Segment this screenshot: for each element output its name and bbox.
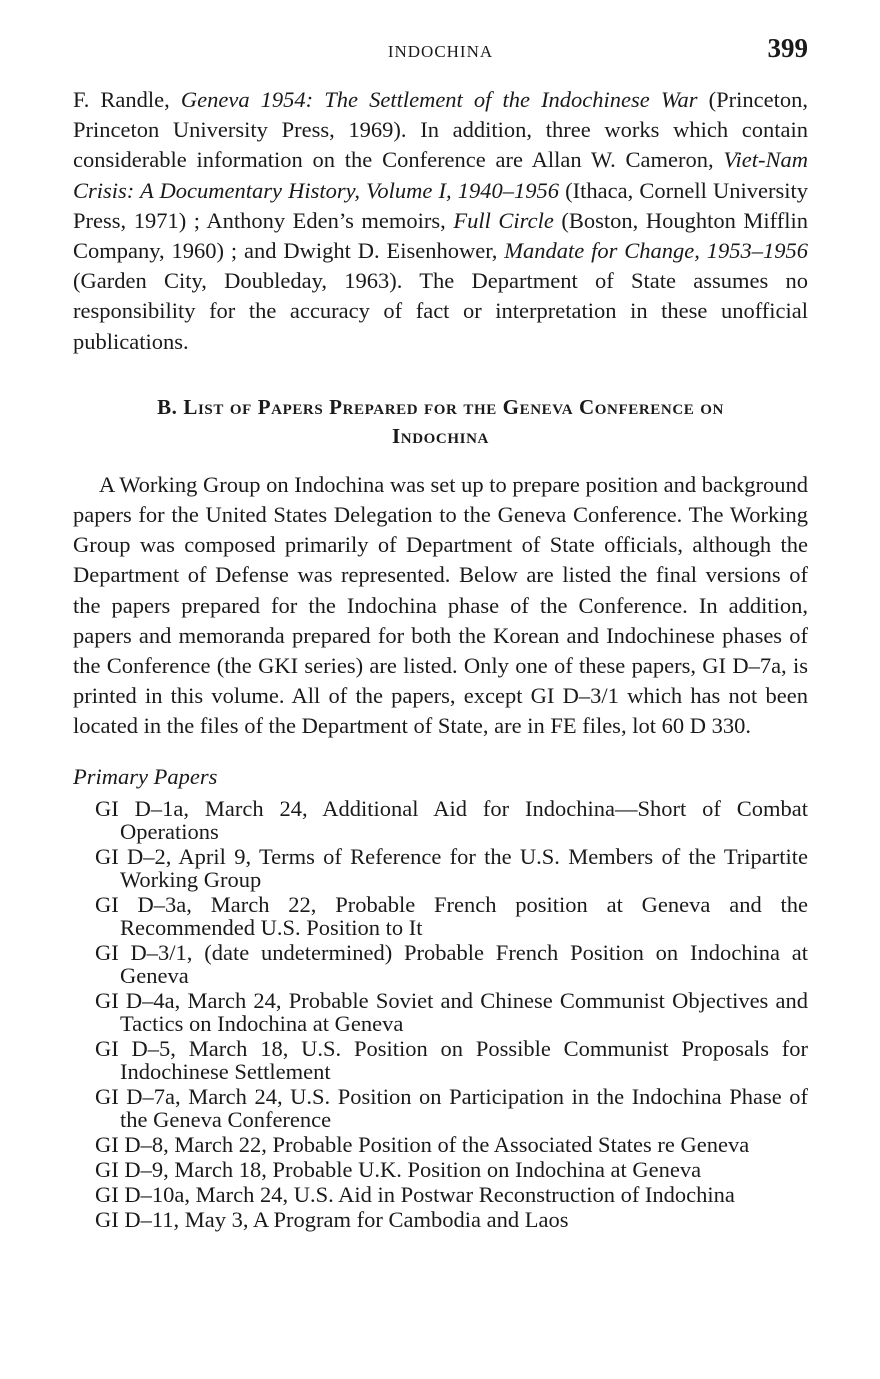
book-title: Mandate for Change, 1953–1956 [504,238,809,264]
list-item: GI D–3/1, (date undetermined) Probable French Position on Indochina at Geneva [95,939,808,988]
running-title: INDOCHINA [387,42,494,61]
page-number: 399 [767,33,808,63]
list-item: GI D–4a, March 24, Probable Soviet and Chinese Communist Objectives and Tactics on Indochina at Geneva [95,987,808,1036]
list-item: GI D–7a, March 24, U.S. Position on Participation in the Indochina Phase of the Geneva Conference [95,1083,808,1132]
list-item: GI D–2, April 9, Terms of Reference for the U.S. Members of the Tripartite Working Group [95,843,808,892]
intro-text: (Princeton, Princeton University Press, 1969). In addition, three works which contain considerable information on the Conference are Allan W. Cameron, [73,87,808,173]
list-item: GI D–8, March 22, Probable Position of the Associated States re Geneva [95,1131,750,1157]
section-paragraph: A Working Group on Indochina was set up to prepare position and background papers for the United States Delegation to the Geneva Conference. The Working Group was composed primarily of Department of State officials, although the Department of Defense was represented. Below are listed the final versions of the papers prepared for the Indochina phase of the Conference. In addition, papers and memoranda prepared for both the Korean and Indochinese phases of the Conference (the GKI series) are listed. Only one of these papers, GI D–7a, is printed in this volume. All of the papers, except GI D–3/1 which has not been located in the files of the Department of State, are in FE files, lot 60 D 330. [73,471,808,739]
section-heading-line1: B. List of Papers Prepared for the Geneva Conference on [157,394,724,419]
list-item: GI D–9, March 18, Probable U.K. Position on Indochina at Geneva [95,1156,702,1182]
intro-text: (Boston, Houghton Mifflin Company, 1960) ; and Dwight D. Eisenhower, [73,207,808,264]
book-title: Geneva 1954: The Settlement of the Indochinese War [180,87,698,112]
list-item: GI D–3a, March 22, Probable French position at Geneva and the Recommended U.S. Position to It [95,891,808,940]
intro-paragraph [73,85,808,357]
intro-text: F. Randle, [73,87,181,112]
section-heading-line2: Indochina [392,423,489,448]
list-item: GI D–5, March 18, U.S. Position on Possible Communist Proposals for Indochinese Settlement [95,1035,808,1084]
running-header [73,0,808,63]
papers-list [73,797,808,1231]
subheading-primary-papers: Primary Papers [73,763,218,789]
book-title: Full Circle [453,207,554,233]
section-heading [73,393,808,451]
list-item: GI D–10a, March 24, U.S. Aid in Postwar Reconstruction of Indochina [95,1181,735,1207]
book-title: Viet-Nam Crisis: A Documentary History, Volume I, 1940–1956 [73,147,808,203]
list-item: GI D–11, May 3, A Program for Cambodia and Laos [95,1206,569,1232]
intro-text: (Ithaca, Cornell University Press, 1971) ; Anthony Eden’s memoirs, [73,177,808,233]
list-item: GI D–1a, March 24, Additional Aid for Indochina—Short of Combat Operations [95,795,808,844]
intro-text: (Garden City, Doubleday, 1963). The Department of State assumes no responsibility for the accuracy of fact or interpretation in these unofficial publications. [73,268,808,354]
